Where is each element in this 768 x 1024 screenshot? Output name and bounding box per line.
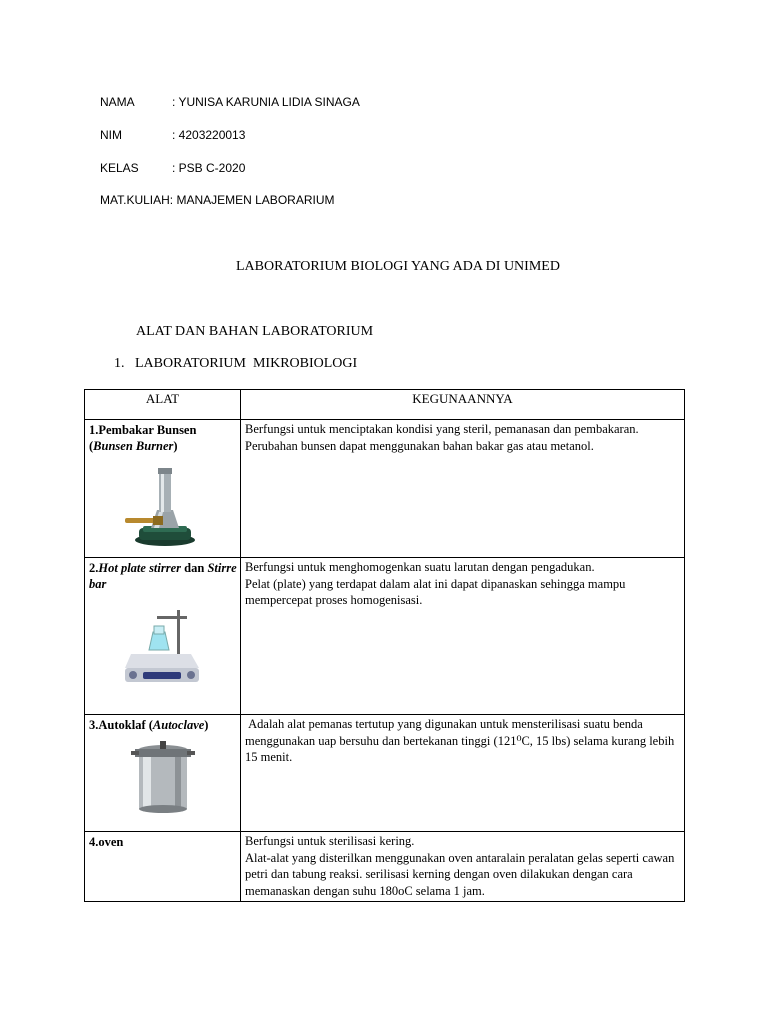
table-row bbox=[85, 832, 685, 902]
tool-description: Berfungsi untuk menghomogenkan suatu larutan dengan pengadukan. Pelat (plate) yang terdapat dalam alat ini dapat dipanaskan sehingga mampu mempercepat proses homogenisasi. bbox=[245, 560, 626, 607]
tool-description: Berfungsi untuk sterilisasi kering. Alat-alat yang disterilkan menggunakan oven antaralain peralatan gelas seperti cawan petri dan tabung reaksi. serilisasi kerning dengan oven dilakukan dengan cara memanaskan dengan suhu 180oC selama 1 jam. bbox=[245, 834, 675, 898]
desc-cell bbox=[241, 832, 685, 902]
tool-cell bbox=[85, 420, 241, 558]
hot-plate-stirrer-image bbox=[121, 606, 205, 690]
table-header-row bbox=[85, 390, 685, 420]
kelas-value: : PSB C-2020 bbox=[172, 161, 246, 175]
tool-cell bbox=[85, 715, 241, 832]
table-row bbox=[85, 420, 685, 558]
header-alat: ALAT bbox=[85, 390, 241, 420]
tool-name: 3.Autoklaf (Autoclave) bbox=[89, 718, 209, 732]
tool-description: Adalah alat pemanas tertutup yang digunakan untuk mensterilisasi suatu benda menggunakan uap bersuhu dan bertekanan tinggi (121⁰C, 15 lbs) selama kurang lebih 15 menit. bbox=[245, 717, 678, 764]
tool-description: Berfungsi untuk menciptakan kondisi yang steril, pemanasan dan pembakaran. Perubahan bunsen dapat menggunakan bahan bakar gas atau metanol. bbox=[245, 422, 639, 453]
desc-cell bbox=[241, 715, 685, 832]
table-row bbox=[85, 558, 685, 715]
nim-label: NIM bbox=[100, 128, 122, 142]
table-row bbox=[85, 715, 685, 832]
tool-cell bbox=[85, 558, 241, 715]
tool-name: 4.oven bbox=[89, 835, 124, 849]
header-kegunaan: KEGUNAANNYA bbox=[241, 390, 685, 420]
nim-value: : 4203220013 bbox=[172, 128, 246, 142]
page-title: LABORATORIUM BIOLOGI YANG ADA DI UNIMED bbox=[236, 259, 560, 274]
section-heading: ALAT DAN BAHAN LABORATORIUM bbox=[136, 324, 374, 339]
desc-cell bbox=[241, 420, 685, 558]
tool-name: 2.Hot plate stirrer dan Stirre bar bbox=[89, 561, 237, 591]
nama-value: : YUNISA KARUNIA LIDIA SINAGA bbox=[172, 95, 360, 109]
subsection-heading: 1. LABORATORIUM MIKROBIOLOGI bbox=[114, 356, 358, 371]
kelas-label: KELAS bbox=[100, 161, 139, 175]
tool-cell bbox=[85, 832, 241, 902]
tool-name: 1.Pembakar Bunsen (Bunsen Burner) bbox=[89, 423, 197, 453]
desc-cell bbox=[241, 558, 685, 715]
nama-label: NAMA bbox=[100, 95, 135, 109]
bunsen-burner-image bbox=[123, 462, 203, 548]
autoclave-image bbox=[131, 741, 195, 815]
matkul-line: MAT.KULIAH: MANAJEMEN LABORARIUM bbox=[100, 193, 335, 207]
lab-table bbox=[84, 389, 685, 902]
